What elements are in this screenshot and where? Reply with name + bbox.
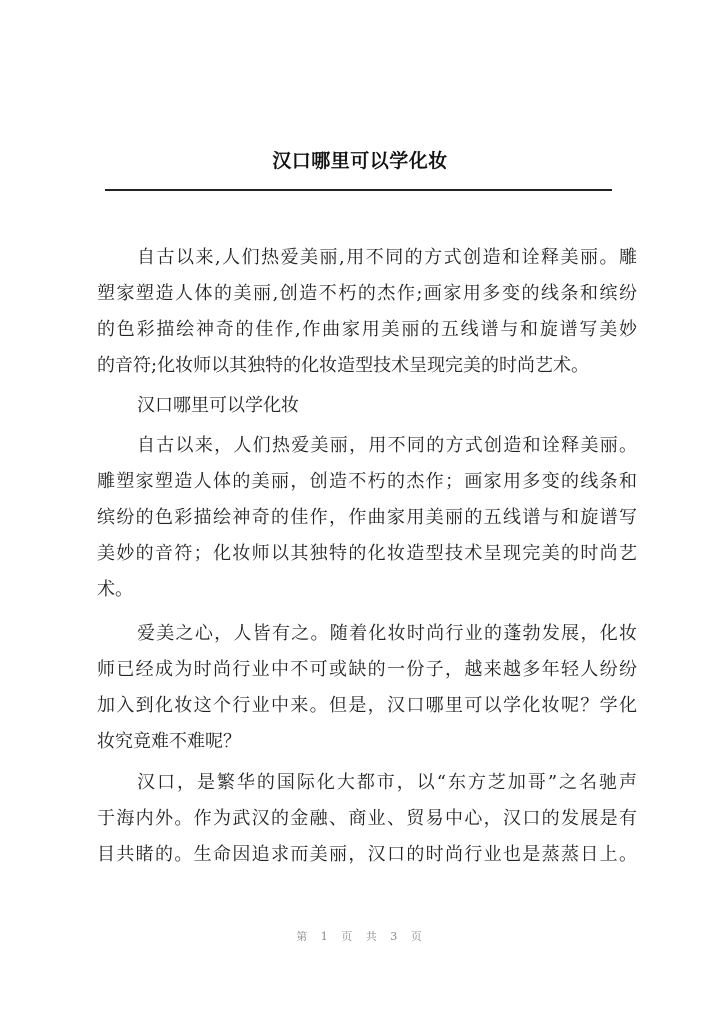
text-line: 于海内外。作为武汉的金融、商业、贸易中心，汉口的发展是有 <box>97 808 637 829</box>
text-line: 妆究竟难不难呢？ <box>97 731 241 752</box>
text-line: 的音符;化妆师以其独特的化妆造型技术呈现完美的时尚艺术。 <box>97 355 590 376</box>
text-line: 缤纷的色彩描绘神奇的佳作，作曲家用美丽的五线谱与和旋谱写 <box>97 507 637 528</box>
text-line: 自古以来,人们热爱美丽,用不同的方式创造和诠释美丽。雕 <box>137 247 637 268</box>
text-line: 汉口哪里可以学化妆 <box>137 395 299 416</box>
page-footer: 第 1 页 共 3 页 <box>296 930 424 943</box>
text-line: 的色彩描绘神奇的佳作,作曲家用美丽的五线谱与和旋谱写美妙 <box>97 319 637 340</box>
text-line: 加入到化妆这个行业中来。但是，汉口哪里可以学化妆呢？学化 <box>97 695 637 716</box>
title-divider <box>105 189 612 191</box>
text-line: 目共睹的。生命因追求而美丽，汉口的时尚行业也是蒸蒸日上。 <box>97 844 637 865</box>
text-line: 雕塑家塑造人体的美丽，创造不朽的杰作；画家用多变的线条和 <box>97 471 637 492</box>
paragraph-body-3 <box>97 765 637 873</box>
paragraph-body-1 <box>97 428 637 608</box>
document-title: 汉口哪里可以学化妆 <box>272 150 448 172</box>
text-line: 汉口，是繁华的国际化大都市，以“东方芝加哥”之名驰声 <box>137 772 637 793</box>
text-line: 术。 <box>97 579 133 600</box>
text-line: 塑家塑造人体的美丽,创造不朽的杰作;画家用多变的线条和缤纷 <box>97 283 637 304</box>
paragraph-body-2 <box>97 616 637 760</box>
text-line: 师已经成为时尚行业中不可或缺的一份子，越来越多年轻人纷纷 <box>97 659 637 680</box>
text-line: 美妙的音符；化妆师以其独特的化妆造型技术呈现完美的时尚艺 <box>97 543 637 564</box>
paragraph-heading <box>97 388 637 424</box>
paragraph-intro <box>97 240 637 384</box>
text-line: 自古以来，人们热爱美丽，用不同的方式创造和诠释美丽。 <box>137 435 637 456</box>
text-line: 爱美之心，人皆有之。随着化妆时尚行业的蓬勃发展，化妆 <box>137 623 637 644</box>
